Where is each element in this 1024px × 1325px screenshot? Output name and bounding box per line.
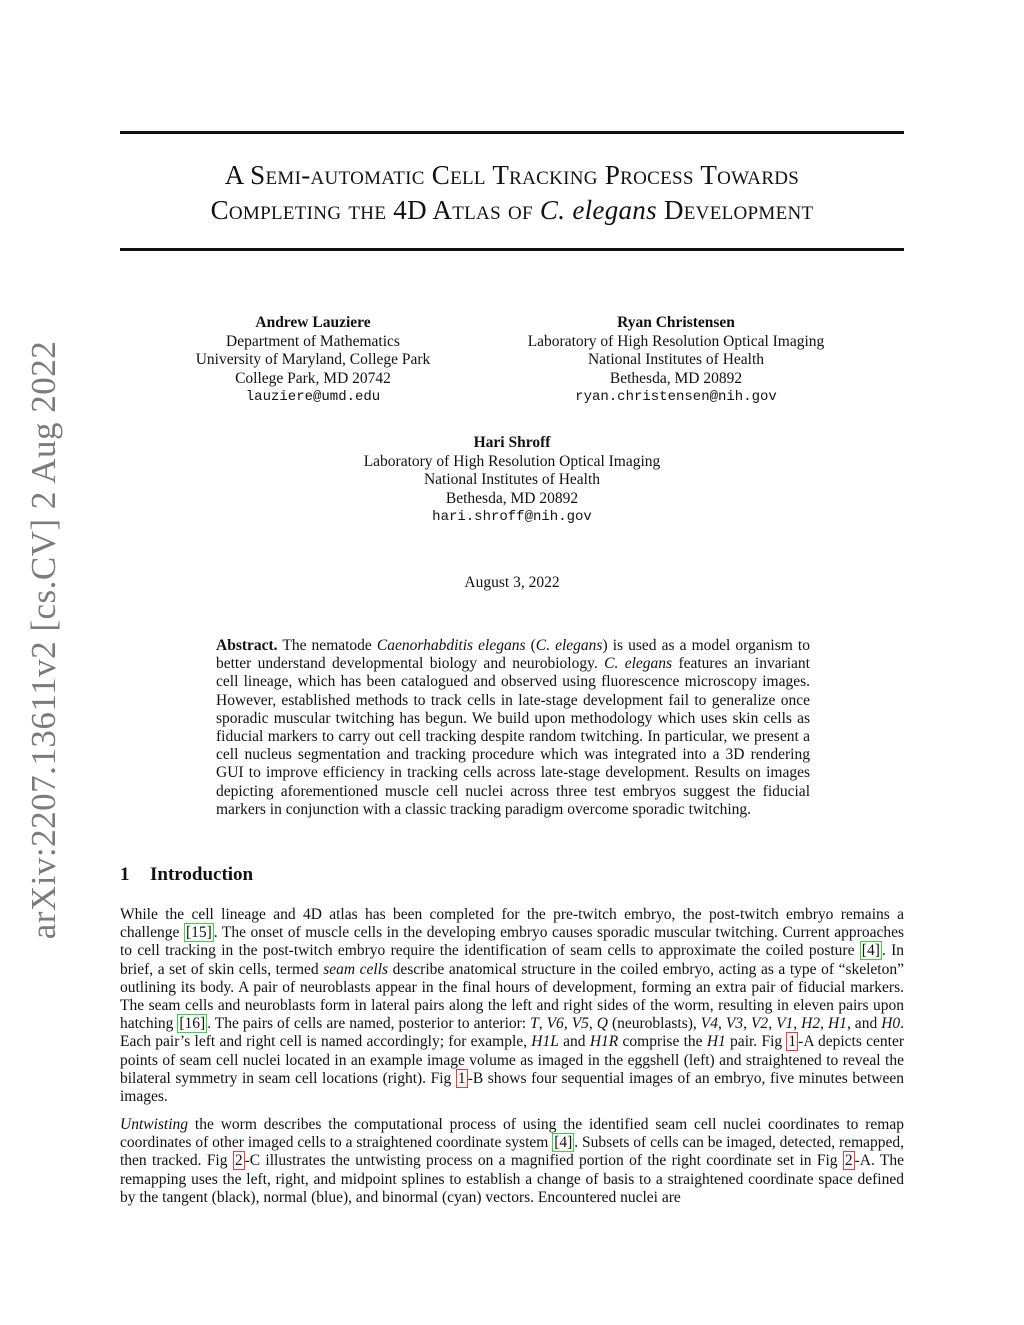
text: , [563, 1015, 572, 1033]
text: , [768, 1015, 777, 1033]
text: . The pairs of cells are named, posterior to anterior: [207, 1015, 531, 1033]
author-address: College Park, MD 20742 [235, 369, 391, 387]
cell-name: H1R [589, 1033, 619, 1051]
author-institution: National Institutes of Health [423, 471, 601, 488]
title-line-2-post: Development [656, 195, 814, 225]
term: Untwisting [120, 1116, 189, 1133]
section-title: Introduction [150, 864, 254, 885]
citation-link[interactable]: [15] [185, 924, 212, 942]
text: . In brief, a set of skin cells, termed [120, 942, 904, 978]
abstract-text: The nematode [277, 637, 377, 654]
title-species: C. elegans [539, 195, 657, 225]
author-name: Andrew Lauziere [255, 314, 371, 331]
abstract [216, 637, 810, 819]
author-block [163, 314, 463, 407]
cell-name: T [530, 1015, 539, 1033]
text: the worm describes the computational process of using the identified seam cell nuclei coordinates to remap coordinates of other imaged cells to a straightened coordinate system [120, 1116, 904, 1152]
text: , [588, 1015, 597, 1033]
author-affiliation: Laboratory of High Resolution Optical Imaging [363, 452, 661, 470]
figure-link[interactable]: 1 [788, 1033, 797, 1051]
text: pair. Fig [725, 1033, 787, 1051]
author-email[interactable]: ryan.christensen@nih.gov [575, 389, 777, 405]
title-bottom-rule [120, 248, 904, 251]
text: comprise the [618, 1033, 707, 1051]
author-institution: National Institutes of Health [587, 351, 765, 368]
author-address: Bethesda, MD 20892 [445, 489, 579, 507]
cell-name: H1 [827, 1015, 847, 1033]
abstract-text: ( [525, 637, 536, 654]
text: (neuroblasts), [607, 1015, 701, 1033]
cell-name: V5 [571, 1015, 589, 1033]
author-address: Bethesda, MD 20892 [609, 369, 743, 387]
author-email[interactable]: lauziere@umd.edu [245, 389, 381, 405]
citation-link[interactable]: [4] [861, 942, 880, 960]
title-top-rule [120, 131, 904, 134]
text: While the cell lineage and 4D atlas has been completed for the pre-twitch embryo, the post-twitch embryo remains a challenge [120, 906, 904, 942]
arxiv-side-banner: arXiv:2207.13611v2 [cs.CV] 2 Aug 2022 [24, 340, 63, 940]
text: describe anatomical structure in the coiled embryo, acting as a type of “skeleton” outlining its body. A pair of neuroblasts appear in the final hours of development, forming an extra pair of fiducial markers. The seam cells and neuroblasts form in lateral pairs along the left and right sides of the worm, resulting in eleven pairs upon hatching [120, 960, 904, 1033]
section-heading [120, 864, 253, 886]
text: , [718, 1015, 726, 1033]
text: -C illustrates the untwisting process on a magnified portion of the right coordinate set in Fig [244, 1152, 843, 1170]
author-institution: University of Maryland, College Park [195, 351, 431, 368]
title-line-2-pre: Completing the 4D Atlas of [210, 195, 540, 225]
text: -A depicts center points of seam cell nuclei located in an example image volume as imaged in the eggshell (left) and straightened to reveal the bilateral symmetry in seam cell locations (right). Fig [120, 1033, 904, 1087]
text: , [538, 1015, 547, 1033]
cell-name: V3 [725, 1015, 744, 1033]
author-block [312, 434, 712, 527]
author-name: Hari Shroff [473, 434, 551, 451]
title-line-1: A Semi-automatic Cell Tracking Process Towards [224, 160, 800, 190]
cell-name: Q [596, 1015, 608, 1033]
cell-name: V1 [776, 1015, 794, 1033]
author-block [496, 314, 856, 407]
cell-name: H0 [881, 1015, 901, 1033]
text: . Subsets of cells can be imaged, detected, remapped, then tracked. Fig [120, 1134, 905, 1170]
cell-name: V2 [750, 1015, 769, 1033]
cell-name: V6 [546, 1015, 564, 1033]
abstract-species: C. elegans [604, 655, 673, 673]
text: . The onset of muscle cells in the developing embryo causes sporadic muscular twitching. Current approaches to cell tracking in the post-twitch embryo require the identification of seam cells to approximate the coiled posture [120, 924, 904, 960]
citation-link[interactable]: [4] [554, 1134, 573, 1152]
author-email[interactable]: hari.shroff@nih.gov [432, 509, 592, 525]
section-number: 1 [120, 864, 130, 885]
body-paragraph [120, 1116, 904, 1207]
publication-date: August 3, 2022 [464, 574, 560, 591]
title-line-2 [120, 193, 904, 228]
abstract-label: Abstract. [216, 637, 278, 654]
text: , [793, 1015, 802, 1033]
cell-name: V4 [700, 1015, 718, 1033]
author-affiliation: Department of Mathematics [226, 332, 400, 350]
text: -B shows four sequential images of an embryo, five minutes between images. [120, 1069, 904, 1106]
text: , and [846, 1015, 882, 1033]
text: -A. The remapping uses the left, right, and midpoint splines to establish a change of basis to a straightened coordinate space defined by the tangent (black), normal (blue), and binormal (cyan) vectors. Encountered nuclei are [120, 1152, 904, 1206]
paper-title [120, 158, 904, 228]
abstract-text: features an invariant cell lineage, which has been catalogued and observed using fluorescence microscopy images. However, established methods to track cells in late-stage development fail to generalize once sporadic muscular twitching has begun. We build upon methodology which uses skin cells as fiducial markers to carry out cell tracking despite random twitching. In particular, we present a cell nucleus segmentation and tracking procedure which was integrated into a 3D rendering GUI to improve efficiency in tracking cells across late-stage development. Results on images depicting aforementioned muscle cell nuclei across three test embryos suggest the fiducial markers in conjunction with a classic tracking paradigm overcome sporadic twitching. [216, 655, 810, 818]
figure-link[interactable]: 1 [457, 1069, 466, 1087]
text: and [558, 1033, 590, 1051]
cell-name: H1 [706, 1033, 726, 1051]
text: , [743, 1015, 751, 1033]
abstract-text: ) is used as a model organism to better understand developmental biology and neurobiology. [216, 637, 810, 673]
term: seam cells [323, 960, 389, 978]
abstract-species: Caenorhabditis elegans [376, 637, 526, 654]
cell-name: H2 [801, 1015, 821, 1033]
author-name: Ryan Christensen [617, 314, 735, 331]
figure-link[interactable]: 2 [844, 1152, 853, 1170]
abstract-species: C. elegans [535, 637, 603, 654]
body-paragraph [120, 906, 904, 1106]
text: , [820, 1015, 828, 1033]
text: . Each pair’s left and right cell is named accordingly; for example, [120, 1015, 905, 1051]
figure-link[interactable]: 2 [234, 1152, 243, 1170]
author-affiliation: Laboratory of High Resolution Optical Imaging [527, 332, 825, 350]
citation-link[interactable]: [16] [179, 1015, 206, 1033]
cell-name: H1L [531, 1033, 559, 1051]
